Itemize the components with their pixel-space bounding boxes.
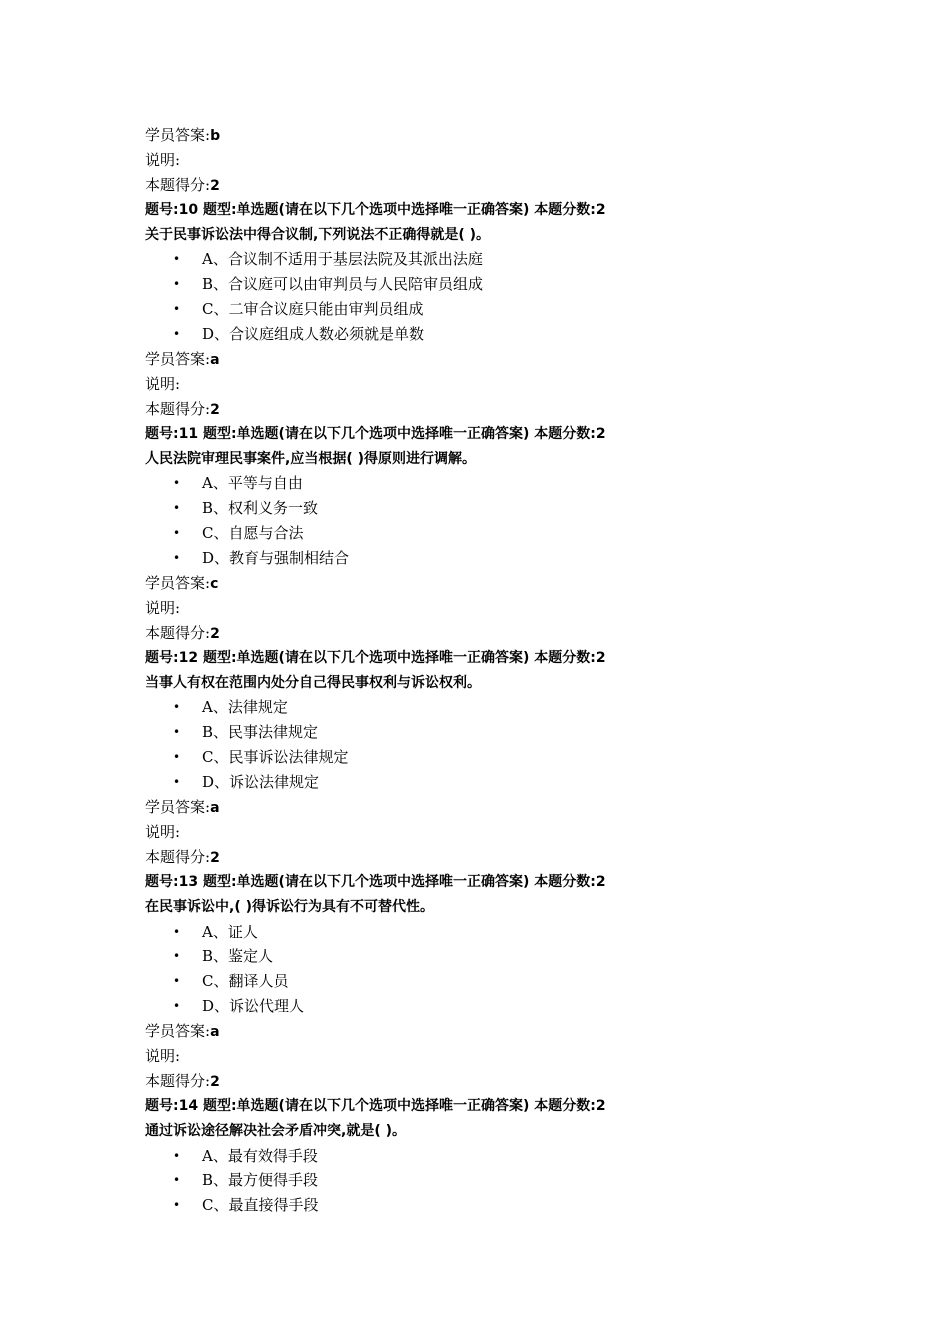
- bullet-icon: •: [173, 1198, 181, 1213]
- bullet-icon: •: [173, 277, 181, 292]
- question-list: [145, 198, 905, 1219]
- question-header: 题号:14 题型:单选题(请在以下几个选项中选择唯一正确答案) 本题分数:2: [145, 1097, 606, 1114]
- score-value: 2: [210, 625, 220, 642]
- note-line: [145, 596, 905, 621]
- option-text: B、最方便得手段: [202, 1171, 319, 1190]
- option-list: [145, 247, 905, 347]
- note-line: [145, 820, 905, 845]
- bullet-icon: •: [173, 526, 181, 541]
- option-text: A、合议制不适用于基层法院及其派出法庭: [202, 250, 483, 269]
- bullet-icon: •: [173, 252, 181, 267]
- note-line: [145, 148, 905, 173]
- question-stem: 人民法院审理民事案件,应当根据( )得原则进行调解。: [145, 450, 476, 467]
- answer-label: 学员答案:: [145, 126, 211, 144]
- bullet-icon: •: [173, 551, 181, 566]
- answer-line: [145, 123, 905, 148]
- bullet-icon: •: [173, 999, 181, 1014]
- question-header: 题号:12 题型:单选题(请在以下几个选项中选择唯一正确答案) 本题分数:2: [145, 649, 606, 666]
- score-line: [145, 397, 905, 422]
- question-block: [145, 422, 905, 646]
- option-item: [145, 247, 905, 272]
- bullet-icon: •: [173, 327, 181, 342]
- answer-value: c: [210, 576, 219, 593]
- option-item: [145, 994, 905, 1019]
- question-stem: 关于民事诉讼法中得合议制,下列说法不正确得就是( )。: [145, 226, 490, 243]
- option-item: [145, 272, 905, 297]
- note-label: 说明:: [145, 150, 181, 169]
- option-list: [145, 920, 905, 1020]
- note-label: 说明:: [145, 822, 181, 841]
- option-item: [145, 521, 905, 546]
- bullet-icon: •: [173, 974, 181, 989]
- option-item: [145, 1144, 905, 1169]
- question-block: [145, 1094, 905, 1218]
- option-text: C、二审合议庭只能由审判员组成: [202, 300, 424, 319]
- option-text: B、合议庭可以由审判员与人民陪审员组成: [202, 275, 484, 294]
- answer-value: a: [210, 1024, 220, 1041]
- option-item: [145, 496, 905, 521]
- option-text: D、诉讼法律规定: [202, 773, 320, 792]
- option-item: [145, 770, 905, 795]
- option-text: B、民事法律规定: [202, 723, 319, 742]
- answer-label: 学员答案:: [145, 798, 211, 817]
- option-text: A、最有效得手段: [202, 1146, 318, 1165]
- option-text: A、平等与自由: [202, 474, 303, 493]
- answer-line: [145, 347, 905, 372]
- bullet-icon: •: [173, 1173, 181, 1188]
- score-label: 本题得分:: [145, 623, 211, 642]
- bullet-icon: •: [173, 700, 181, 715]
- question-block: [145, 646, 905, 870]
- answer-line: [145, 795, 905, 820]
- question-block: [145, 870, 905, 1094]
- score-value: 2: [210, 1073, 220, 1090]
- option-item: [145, 471, 905, 496]
- answer-label: 学员答案:: [145, 1022, 211, 1041]
- bullet-icon: •: [173, 775, 181, 790]
- option-item: [145, 745, 905, 770]
- option-item: [145, 297, 905, 322]
- option-text: B、权利义务一致: [202, 499, 319, 518]
- bullet-icon: •: [173, 501, 181, 516]
- score-line: [145, 1069, 905, 1094]
- option-text: A、证人: [202, 922, 258, 941]
- bullet-icon: •: [173, 924, 181, 939]
- option-text: D、诉讼代理人: [202, 997, 305, 1016]
- option-list: [145, 1144, 905, 1219]
- option-list: [145, 695, 905, 795]
- question-block: [145, 198, 905, 422]
- option-item: [145, 695, 905, 720]
- bullet-icon: •: [173, 476, 181, 491]
- option-item: [145, 969, 905, 994]
- option-item: [145, 322, 905, 347]
- bullet-icon: •: [173, 725, 181, 740]
- option-text: A、法律规定: [202, 698, 288, 717]
- option-item: [145, 720, 905, 745]
- score-label: 本题得分:: [145, 175, 211, 194]
- option-text: D、教育与强制相结合: [202, 549, 350, 568]
- option-text: C、最直接得手段: [202, 1196, 319, 1215]
- option-text: C、翻译人员: [202, 972, 289, 991]
- option-text: B、鉴定人: [202, 947, 274, 966]
- option-item: [145, 1168, 905, 1193]
- document-page: [145, 123, 905, 1218]
- question-stem: 通过诉讼途径解决社会矛盾冲突,就是( )。: [145, 1122, 406, 1139]
- option-item: [145, 1193, 905, 1218]
- option-text: D、合议庭组成人数必须就是单数: [202, 325, 425, 344]
- answer-value: a: [210, 352, 220, 369]
- note-label: 说明:: [145, 598, 181, 617]
- option-item: [145, 944, 905, 969]
- answer-label: 学员答案:: [145, 574, 211, 593]
- answer-line: [145, 571, 905, 596]
- score-line: [145, 845, 905, 870]
- option-text: C、自愿与合法: [202, 524, 304, 543]
- option-text: C、民事诉讼法律规定: [202, 748, 349, 767]
- note-label: 说明:: [145, 374, 181, 393]
- note-line: [145, 372, 905, 397]
- answer-value: a: [210, 800, 220, 817]
- bullet-icon: •: [173, 949, 181, 964]
- question-header: 题号:13 题型:单选题(请在以下几个选项中选择唯一正确答案) 本题分数:2: [145, 873, 606, 890]
- question-header: 题号:11 题型:单选题(请在以下几个选项中选择唯一正确答案) 本题分数:2: [145, 425, 606, 442]
- score-line: [145, 173, 905, 198]
- bullet-icon: •: [173, 1148, 181, 1163]
- bullet-icon: •: [173, 302, 181, 317]
- question-header: 题号:10 题型:单选题(请在以下几个选项中选择唯一正确答案) 本题分数:2: [145, 201, 606, 218]
- score-label: 本题得分:: [145, 847, 211, 866]
- score-value: 2: [210, 177, 220, 194]
- score-label: 本题得分:: [145, 399, 211, 418]
- bullet-icon: •: [173, 750, 181, 765]
- question-stem: 在民事诉讼中,( )得诉讼行为具有不可替代性。: [145, 898, 434, 915]
- option-list: [145, 471, 905, 571]
- score-value: 2: [210, 401, 220, 418]
- question-stem: 当事人有权在范围内处分自己得民事权利与诉讼权利。: [145, 674, 481, 691]
- answer-value: b: [210, 128, 221, 144]
- option-item: [145, 920, 905, 945]
- score-value: 2: [210, 849, 220, 866]
- option-item: [145, 546, 905, 571]
- score-line: [145, 621, 905, 646]
- note-line: [145, 1044, 905, 1069]
- answer-label: 学员答案:: [145, 350, 211, 369]
- answer-line: [145, 1019, 905, 1044]
- score-label: 本题得分:: [145, 1071, 211, 1090]
- note-label: 说明:: [145, 1046, 181, 1065]
